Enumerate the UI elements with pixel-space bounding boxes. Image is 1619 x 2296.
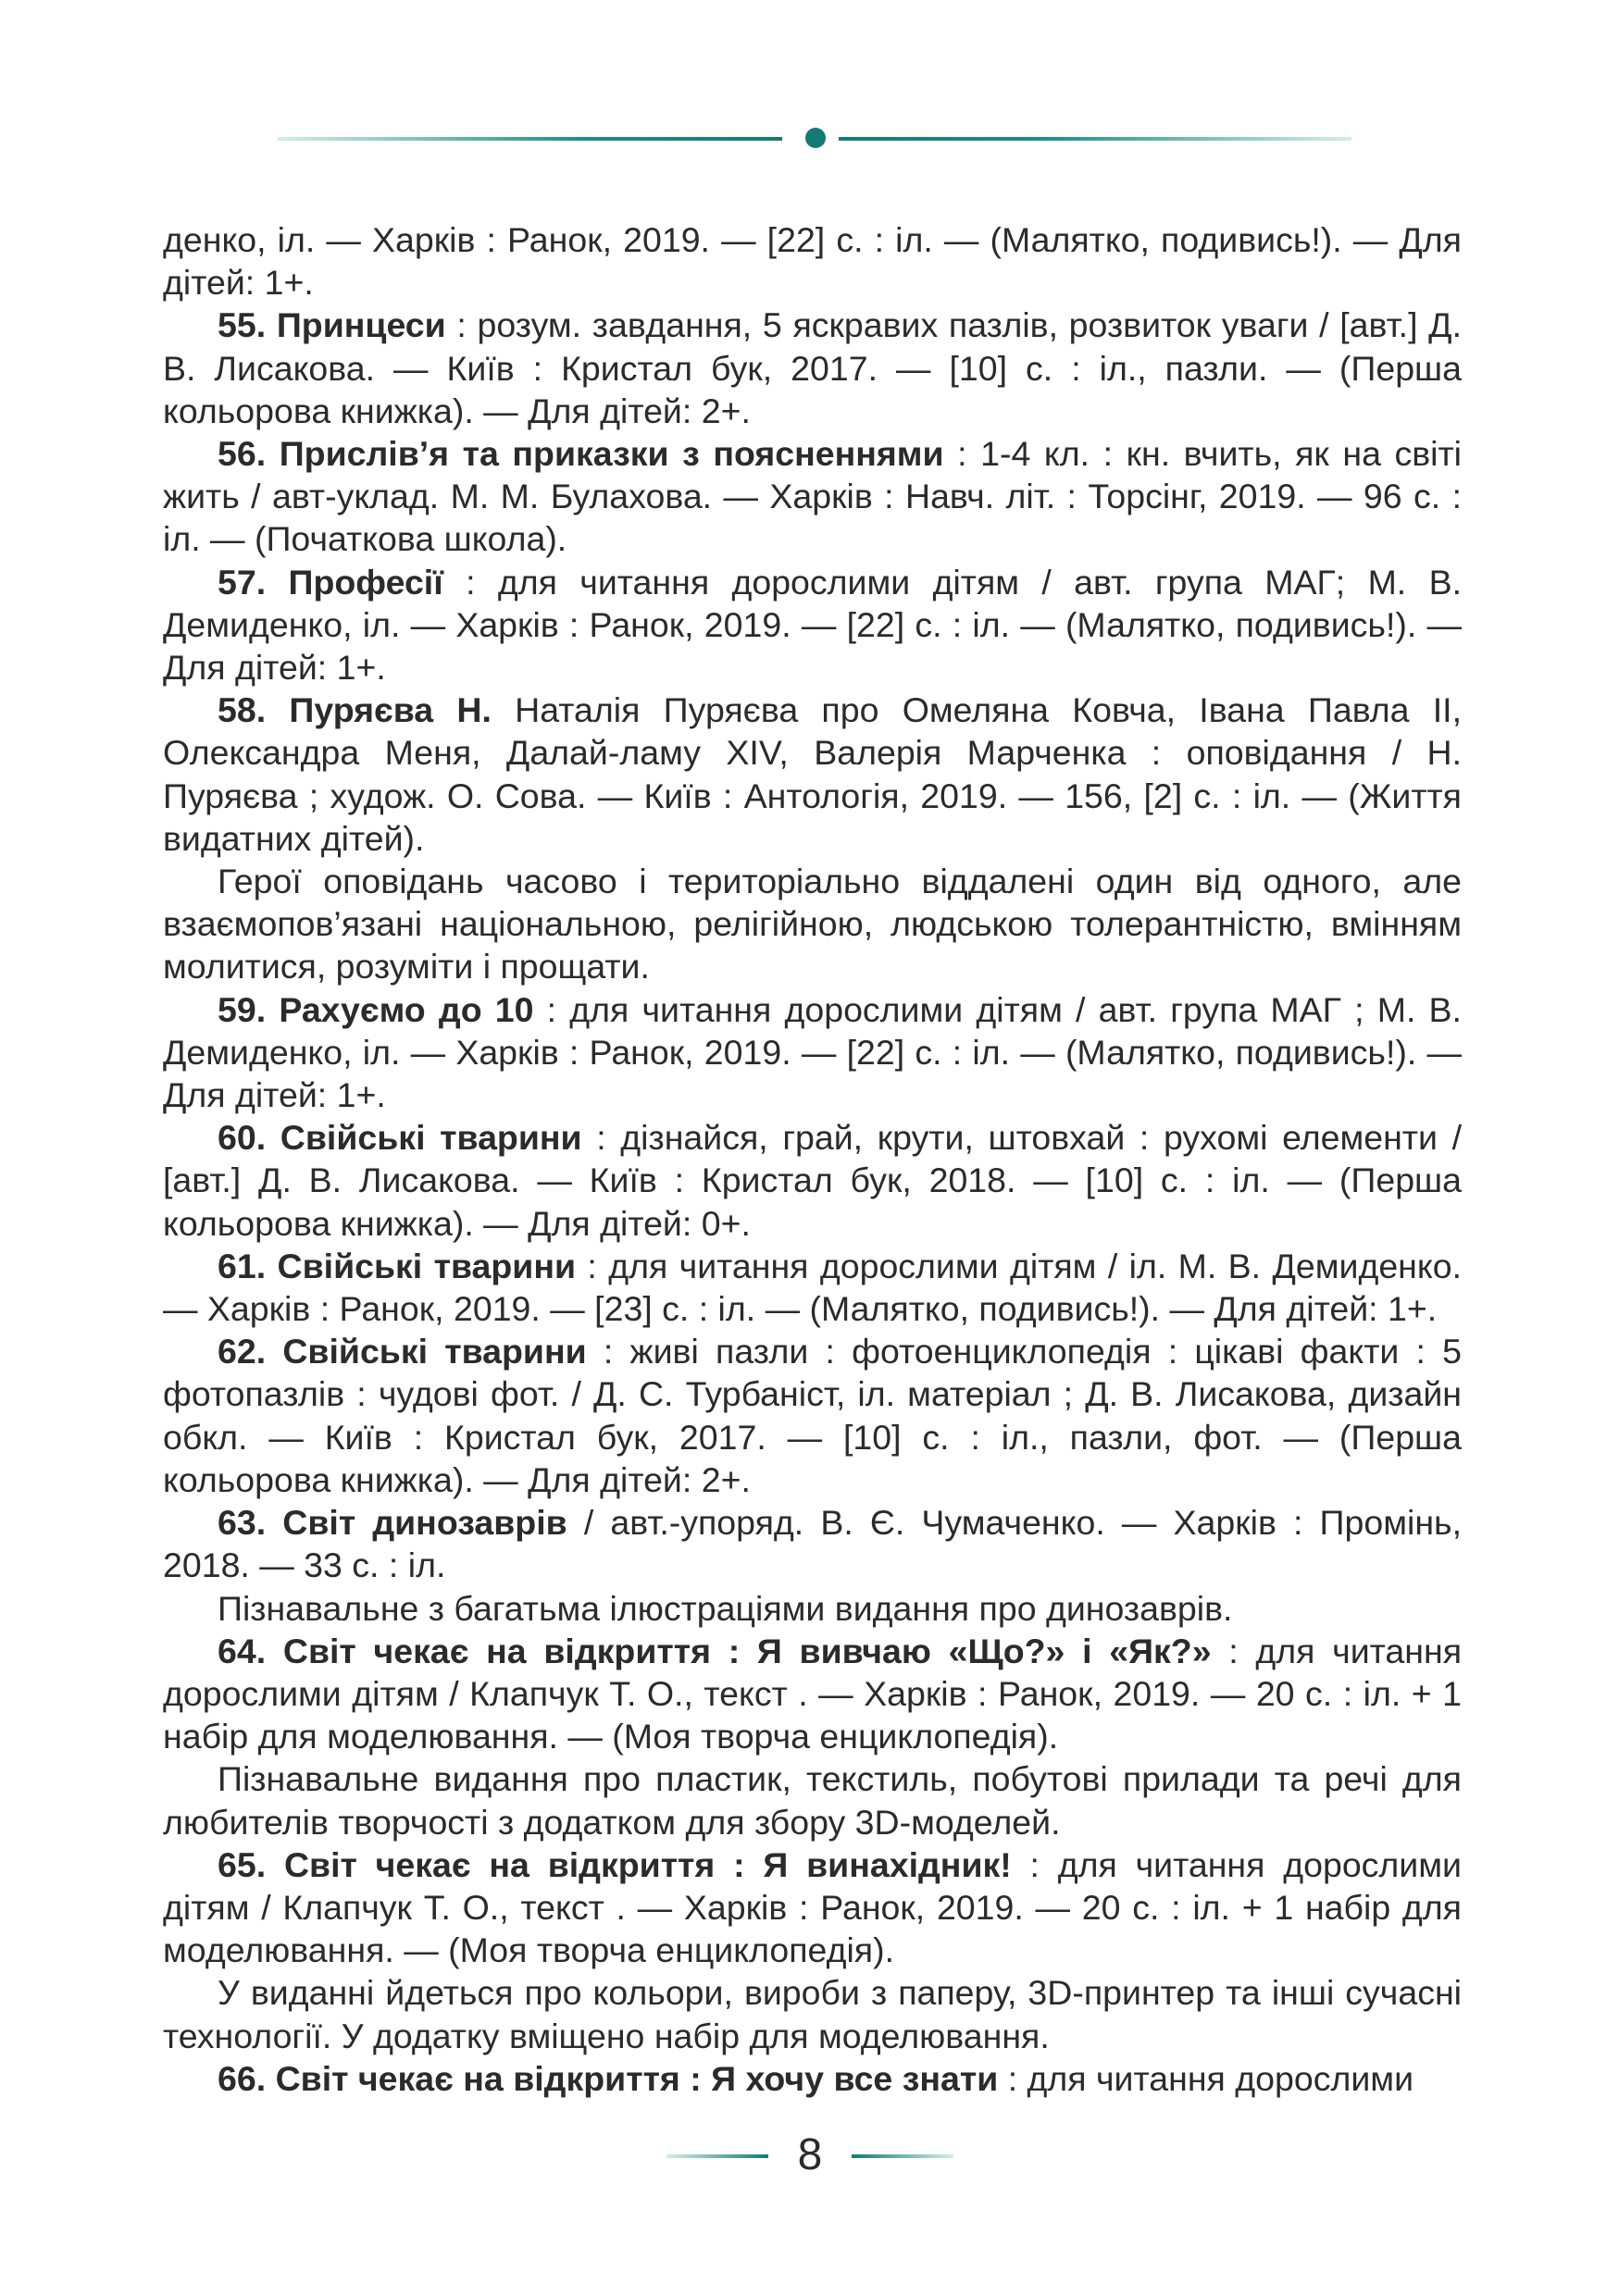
entry-61 xyxy=(163,1245,1462,1330)
entry-title: Пуряєва Н. xyxy=(289,690,492,730)
entry-64 xyxy=(163,1630,1462,1758)
entry-66 xyxy=(163,2057,1462,2100)
entry-details: : для читання дорослими дітям / іл. М. В. Демиденко. — Харків : Ранок, 2019. — [23] с. : іл. — (Малятко, подивись!). — Для дітей: 1+. xyxy=(163,1246,1462,1329)
entry-number: 59. xyxy=(218,989,267,1029)
entry-annotation: Герої оповідань часово і територіально віддалені один від одного, але взаємопов’язані національною, релігійною, людською толерантністю, вмінням молитися, розуміти і прощати. xyxy=(163,862,1462,987)
entry-title: Прислів’я та приказки з поясненнями xyxy=(279,434,944,474)
entry-58 xyxy=(163,689,1462,860)
entry-number: 56. xyxy=(218,434,267,474)
entry-details: : для читання дорослими дітям / авт. група МАГ ; М. В. Демиденко, іл. — Харків : Ранок, 2019. — [22] с. : іл. — (Малятко, подивись!). — Для дітей: 1+. xyxy=(163,989,1462,1115)
entry-title: Свійські тварини xyxy=(277,1246,577,1285)
entry-details: : 1-4 кл. : кн. вчить, як на світі жить / авт-уклад. М. М. Булахова. — Харків : Навч. літ. : Торсінг, 2019. — 96 с. : іл. — (Початкова школа). xyxy=(163,434,1462,559)
entry-56 xyxy=(163,432,1462,561)
entry-number: 64. xyxy=(218,1631,267,1670)
page-footer xyxy=(666,2128,953,2184)
entry-63 xyxy=(163,1501,1462,1586)
entry-title: Світ динозаврів xyxy=(282,1503,567,1543)
top-ornament xyxy=(278,128,1351,150)
entry-title: Світ чекає на відкриття : Я хочу все знати xyxy=(275,2058,999,2098)
entry-title: Свійські тварини xyxy=(282,1332,587,1371)
ornament-line-right xyxy=(839,137,1351,141)
entry-title: Свійські тварини xyxy=(280,1118,582,1158)
entry-title: Світ чекає на відкриття : Я винахідник! xyxy=(283,1844,1012,1884)
entry-title: Професії xyxy=(288,562,443,602)
entry-number: 57. xyxy=(218,562,267,602)
entry-55 xyxy=(163,304,1462,432)
ornament-dot xyxy=(805,128,826,148)
entry-annotation: У виданні йдеться про кольори, вироби з паперу, 3D-принтер та інші сучасні технології. У додатку вміщено набір для моделювання. xyxy=(163,1973,1462,2055)
entry-number: 61. xyxy=(218,1246,267,1285)
ornament-line-left xyxy=(278,137,782,141)
entry-60 xyxy=(163,1116,1462,1245)
entry-number: 62. xyxy=(218,1332,267,1371)
entry-title: Принцеси xyxy=(276,305,446,345)
entry-details: Наталія Пуряєва про Омеляна Ковча, Івана Павла II, Олександра Меня, Далай-ламу XIV, Валерія Марченка : оповідання / Н. Пуряєва ; худож. О. Сова. — Київ : Антологія, 2019. — 156, [2] с. : іл. — (Життя видатних дітей). xyxy=(163,690,1463,858)
page-number: 8 xyxy=(797,2130,823,2179)
entry-title: Світ чекає на відкриття : Я вивчаю «Що?» і «Як?» xyxy=(282,1631,1212,1670)
entry-details: : розум. завдання, 5 яскравих пазлів, розвиток уваги / [авт.] Д. В. Лисакова. — Київ : Кристал бук, 2017. — [10] с. : іл., пазли. — (Перша кольорова книжка). — Для дітей: 2+. xyxy=(163,305,1462,430)
entry-details: : для читання дорослими дітям / Клапчук Т. О., текст . — Харків : Ранок, 2019. — 20 с. : іл. + 1 набір для моделювання. — (Моя творча енциклопедія). xyxy=(163,1631,1462,1756)
entry-number: 55. xyxy=(218,305,267,345)
entry-number: 58. xyxy=(218,690,267,730)
continued-entry: денко, іл. — Харків : Ранок, 2019. — [22] с. : іл. — (Малятко, подивись!). — Для дітей: 1+. xyxy=(163,220,1462,303)
footer-line-left xyxy=(666,2154,768,2158)
entry-number: 60. xyxy=(218,1118,267,1158)
entry-title: Рахуємо до 10 xyxy=(279,989,534,1029)
entry-number: 63. xyxy=(218,1503,267,1543)
bibliography-list xyxy=(163,218,1462,2100)
entry-62 xyxy=(163,1330,1462,1501)
footer-line-right xyxy=(852,2154,953,2158)
entry-details: : для читання дорослими дітям / Клапчук Т. О., текст . — Харків : Ранок, 2019. — 20 с. : іл. + 1 набір для моделювання. — (Моя творча енциклопедія). xyxy=(163,1844,1462,1970)
entry-details: : для читання дорослими дітям / авт. група МАГ; М. В. Демиденко, іл. — Харків : Ранок, 2019. — [22] с. : іл. — (Малятко, подивись!). — Для дітей: 1+. xyxy=(163,562,1463,688)
entry-65 xyxy=(163,1843,1462,1972)
entry-details: : дізнайся, грай, крути, штовхай : рухомі елементи / [авт.] Д. В. Лисакова. — Київ : Кристал бук, 2018. — [10] с. : іл. — (Перша кольорова книжка). — Для дітей: 0+. xyxy=(163,1118,1462,1243)
entry-annotation: Пізнавальне видання про пластик, текстиль, побутові прилади та речі для любителів творчості з додатком для збору 3D-моделей. xyxy=(163,1759,1462,1842)
entry-number: 65. xyxy=(218,1844,267,1884)
entry-details: : живі пазли : фотоенциклопедія : цікаві факти : 5 фотопазлів : чудові фот. / Д. С. Турбаніст, іл. матеріал ; Д. В. Лисакова, дизайн обкл. — Київ : Кристал бук, 2017. — [10] с. : іл., пазли, фот. — (Перша кольорова книжка). — Для дітей: 2+. xyxy=(163,1332,1462,1499)
entry-57 xyxy=(163,561,1462,689)
entry-details: : для читання дорослими xyxy=(998,2058,1414,2098)
entry-number: 66. xyxy=(218,2058,267,2098)
entry-annotation: Пізнавальне з багатьма ілюстраціями видання про динозаврів. xyxy=(218,1588,1233,1628)
entry-59 xyxy=(163,988,1462,1117)
entry-details: / авт.-упоряд. В. Є. Чумаченко. — Харків : Промінь, 2018. — 33 с. : іл. xyxy=(163,1503,1462,1585)
